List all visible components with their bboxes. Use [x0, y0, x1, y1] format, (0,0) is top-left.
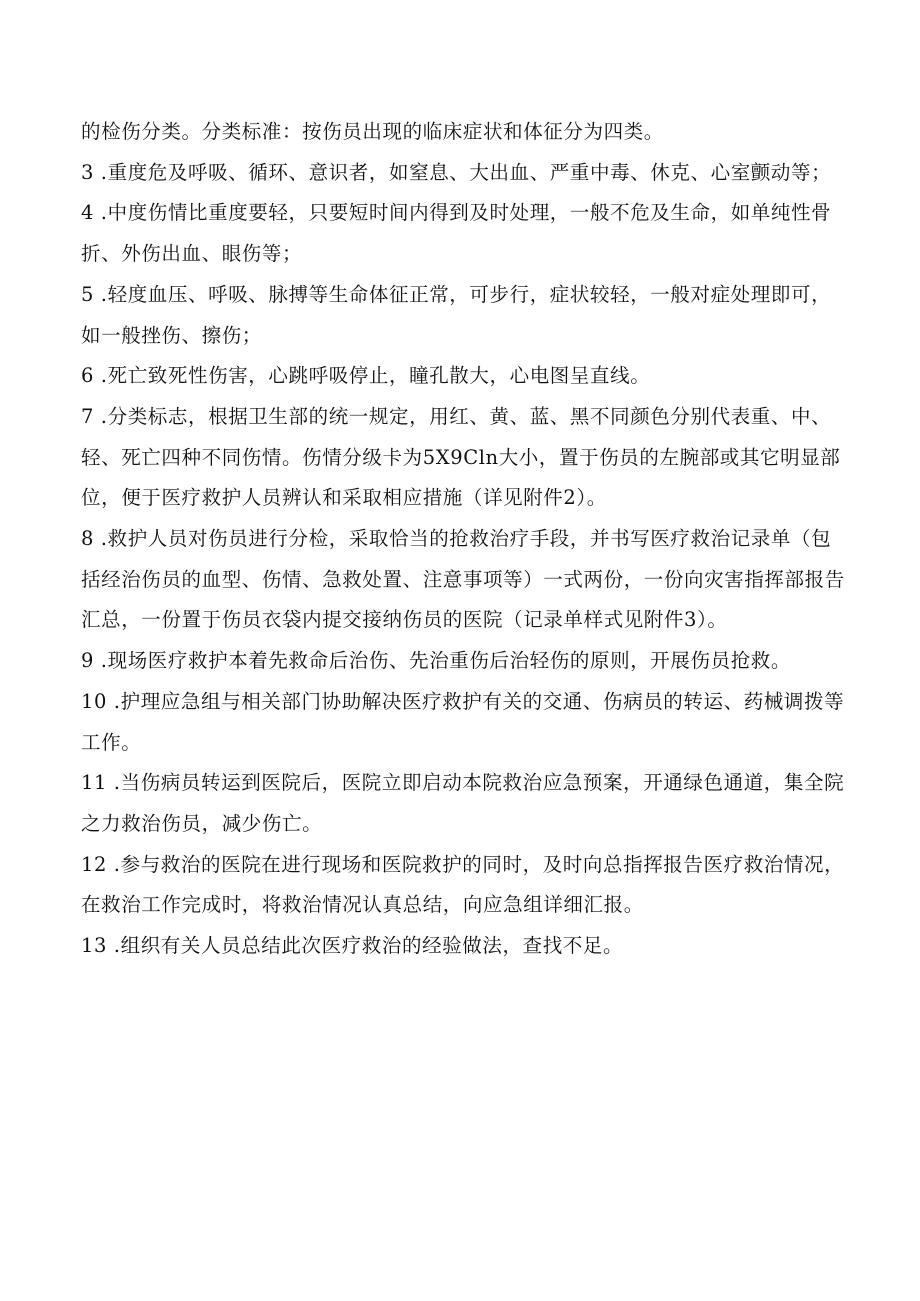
paragraph-item-8: 8 .救护人员对伤员进行分检，采取恰当的抢救治疗手段，并书写医疗救治记录单（包括经治伤员的血型、伤情、急救处置、注意事项等）一式两份，一份向灾害指挥部报告汇总，一份置于伤员衣袋内提交接纳伤员的医院（记录单样式见附件3）。 — [81, 527, 845, 632]
paragraph-item-11: 11 .当伤病员转运到医院后，医院立即启动本院救治应急预案，开通绿色通道，集全院之力救治伤员，减少伤亡。 — [81, 771, 845, 835]
paragraph-item-4: 4 .中度伤情比重度要轻，只要短时间内得到及时处理，一般不危及生命，如单纯性骨折、外伤出血、眼伤等； — [81, 201, 832, 266]
paragraph-item-9: 9 .现场医疗救护本着先救命后治伤、先治重伤后治轻伤的原则，开展伤员抢救。 — [81, 649, 792, 673]
paragraph-item-3: 3 .重度危及呼吸、循环、意识者，如窒息、大出血、严重中毒、休克、心室颤动等； — [81, 160, 832, 184]
paragraph-item-6: 6 .死亡致死性伤害，心跳呼吸停止，瞳孔散大，心电图呈直线。 — [81, 364, 651, 388]
paragraph-item-10: 10 .护理应急组与相关部门协助解决医疗救护有关的交通、伤病员的转运、药械调拨等工作。 — [81, 689, 845, 754]
paragraph-item-13: 13 .组织有关人员总结此次医疗救治的经验做法，查找不足。 — [81, 934, 624, 958]
paragraph-continuation: 的检伤分类。分类标准：按伤员出现的临床症状和体征分为四类。 — [81, 120, 664, 143]
document-body — [81, 112, 851, 967]
paragraph-item-12: 12 .参与救治的医院在进行现场和医院救护的同时，及时向总指挥报告医疗救治情况，在救治工作完成时，将救治情况认真总结，向应急组详细汇报。 — [81, 852, 845, 917]
paragraph-item-5: 5 .轻度血压、呼吸、脉搏等生命体征正常，可步行，症状较轻，一般对症处理即可，如一般挫伤、擦伤； — [81, 282, 832, 347]
paragraph-item-7: 7 .分类标志，根据卫生部的统一规定，用红、黄、蓝、黑不同颜色分别代表重、中、轻、死亡四种不同伤情。伤情分级卡为5X9Cln大小，置于伤员的左腕部或其它明显部位，便于医疗救护人员辨认和采取相应措施（详见附件2）。 — [81, 404, 841, 510]
